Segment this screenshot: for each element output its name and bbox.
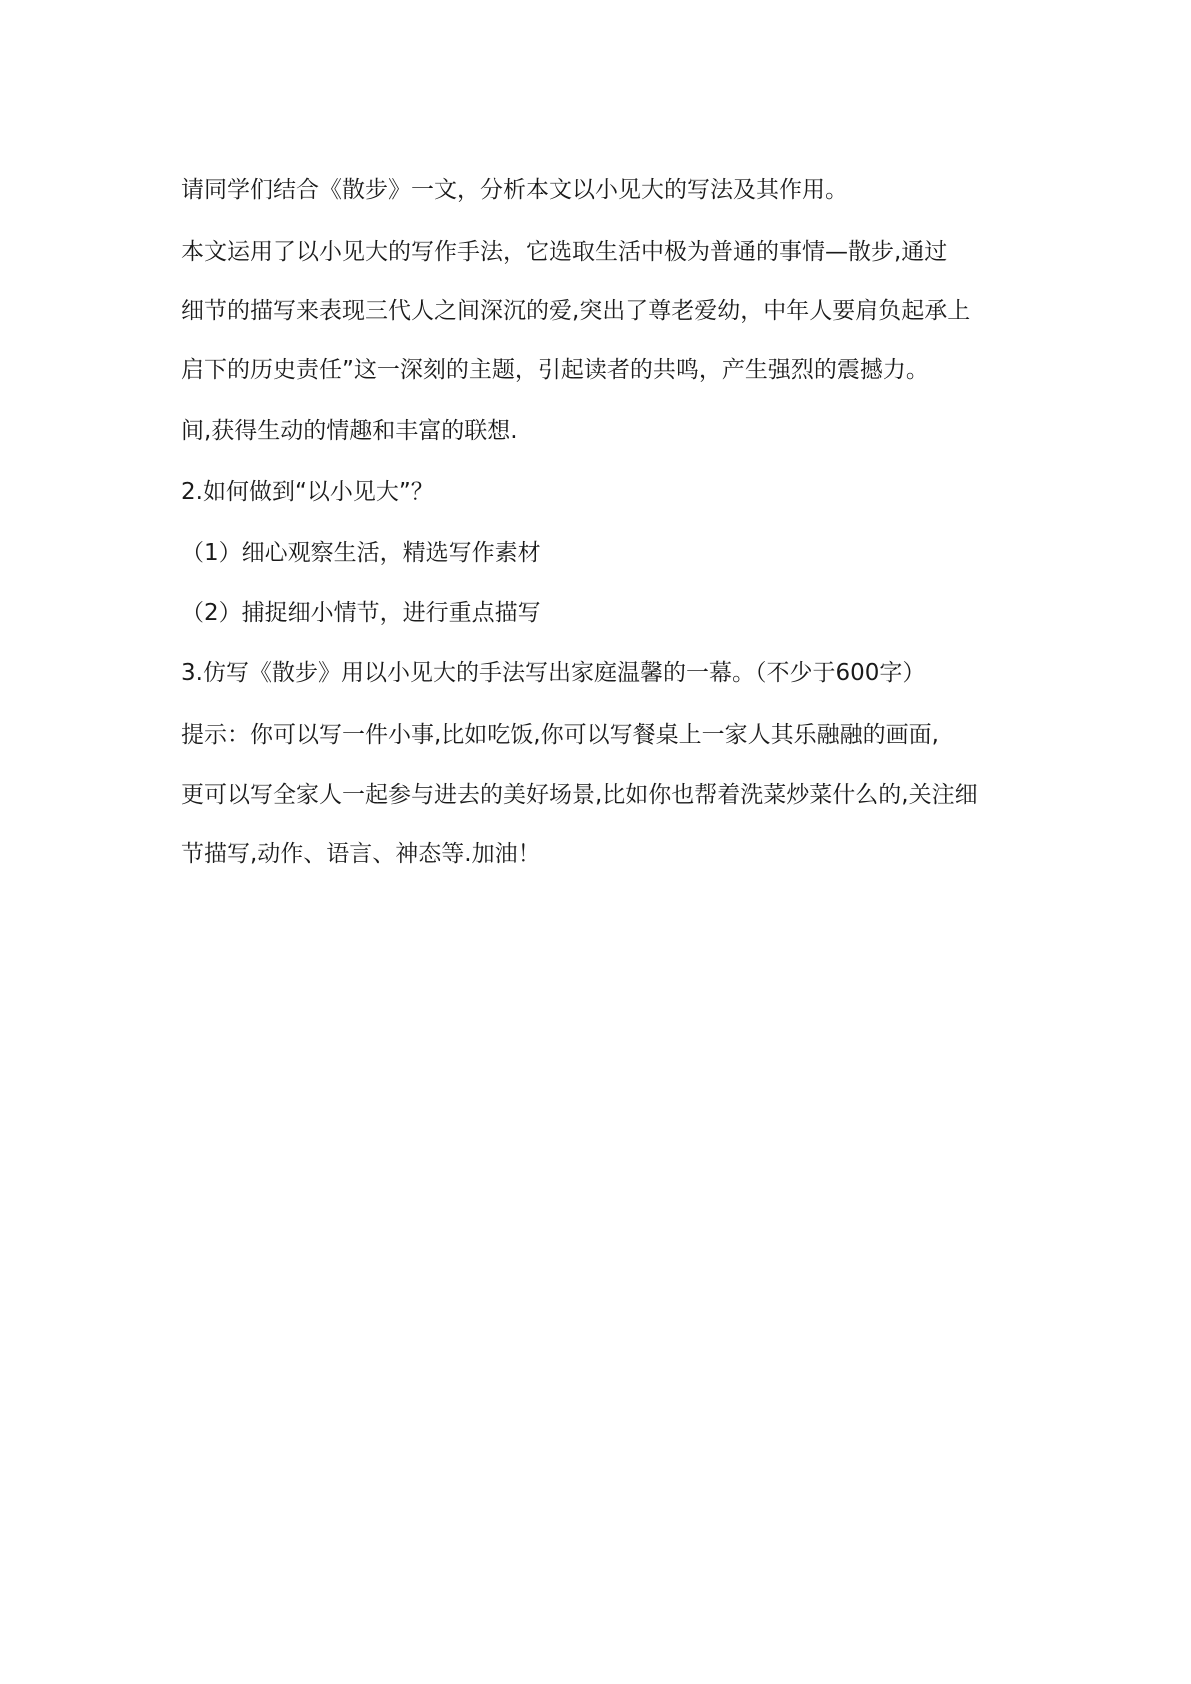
answer-paragraph-line-3: 启下的历史责任”这一深刻的主题，引起读者的共鸣，产生强烈的震撼力。	[181, 357, 929, 383]
hint-line-3: 节描写,动作、语言、神态等.加油！	[181, 841, 541, 867]
question-1-prompt: 请同学们结合《散步》一文，分析本文以小见大的写法及其作用。	[181, 177, 848, 203]
answer-paragraph-line-1: 本文运用了以小见大的写作手法，它选取生活中极为普通的事情—散步,通过	[181, 239, 948, 265]
hint-line-1: 提示：你可以写一件小事,比如吃饭,你可以写餐桌上一家人其乐融融的画面,	[181, 722, 939, 748]
hint-line-2: 更可以写全家人一起参与进去的美好场景,比如你也帮着洗菜炒菜什么的,关注细	[181, 782, 978, 808]
question-2-point-1: （1）细心观察生活，精选写作素材	[181, 540, 541, 566]
question-3-heading: 3.仿写《散步》用以小见大的手法写出家庭温馨的一幕。（不少于600字）	[181, 660, 926, 686]
answer-paragraph-line-2: 细节的描写来表现三代人之间深沉的爱,突出了尊老爱幼，中年人要肩负起承上	[181, 298, 971, 324]
question-2-heading: 2.如何做到“以小见大”？	[181, 479, 434, 505]
question-2-point-2: （2）捕捉细小情节，进行重点描写	[181, 600, 541, 626]
fragment-line: 间,获得生动的情趣和丰富的联想.	[181, 418, 518, 444]
